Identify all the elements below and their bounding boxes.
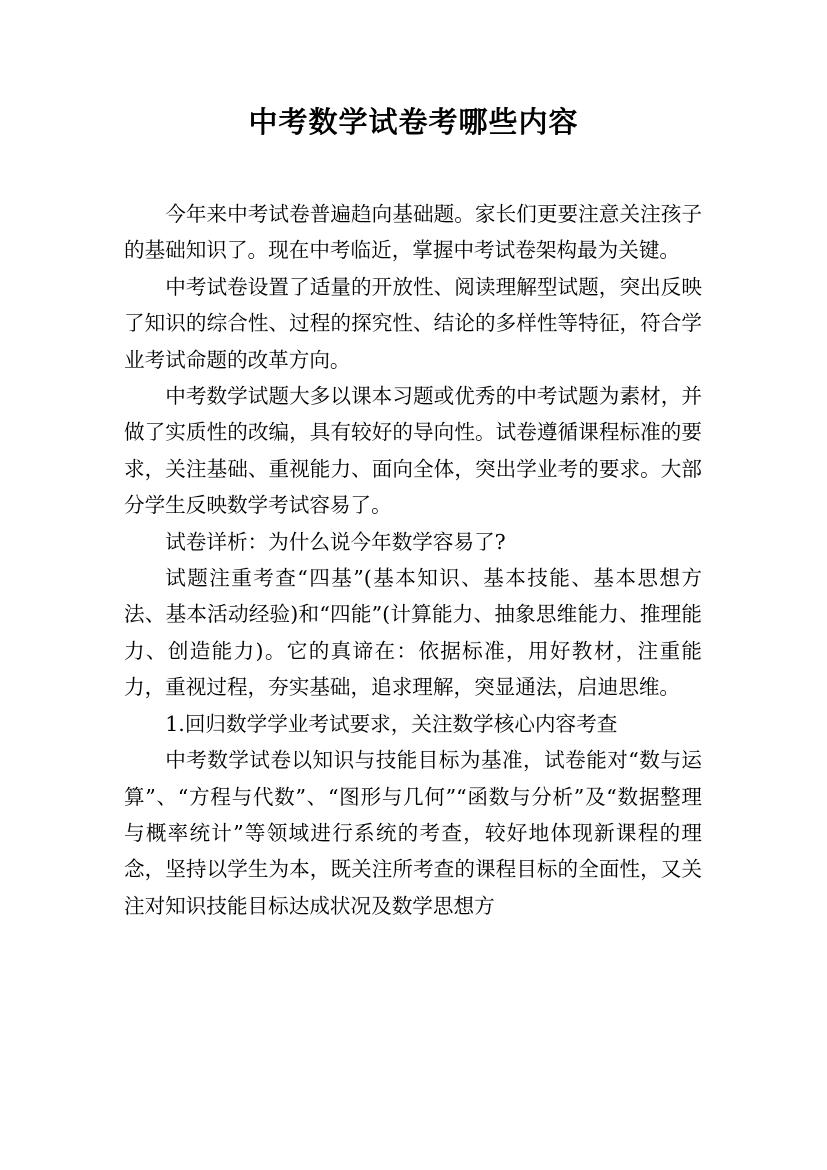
- paragraph: 中考试卷设置了适量的开放性、阅读理解型试题，突出反映了知识的综合性、过程的探究性、结论的多样性等特征，符合学业考试命题的改革方向。: [124, 274, 702, 372]
- document-title: 中考数学试卷考哪些内容: [248, 105, 579, 139]
- paragraph: 中考数学试题大多以课本习题或优秀的中考试题为素材，并做了实质性的改编，具有较好的导向性。试卷遵循课程标准的要求，关注基础、重视能力、面向全体，突出学业考的要求。大部分学生反映数学考试容易了。: [124, 384, 702, 518]
- section-heading: 1.回归数学学业考试要求，关注数学核心内容考查: [165, 711, 618, 736]
- paragraph: 今年来中考试卷普遍趋向基础题。家长们更要注意关注孩子的基础知识了。现在中考临近，掌握中考试卷架构最为关键。: [124, 202, 702, 263]
- section-question: 试卷详析：为什么说今年数学容易了?: [165, 529, 506, 554]
- paragraph: 中考数学试卷以知识与技能目标为基准，试卷能对“数与运算”、“方程与代数”、“图形与几何”“函数与分析”及“数据整理与概率统计”等领域进行系统的考查，较好地体现新课程的理念，坚持以学生为本，既关注所考查的课程目标的全面性，又关注对知识技能目标达成状况及数学思想方: [124, 748, 702, 918]
- paragraph: 试题注重考查“四基”(基本知识、基本技能、基本思想方法、基本活动经验)和“四能”(计算能力、抽象思维能力、推理能力、创造能力)。它的真谛在：依据标准，用好教材，注重能力，重视过程，夯实基础，追求理解，突显通法，启迪思维。: [124, 566, 702, 700]
- document-body: [124, 196, 702, 924]
